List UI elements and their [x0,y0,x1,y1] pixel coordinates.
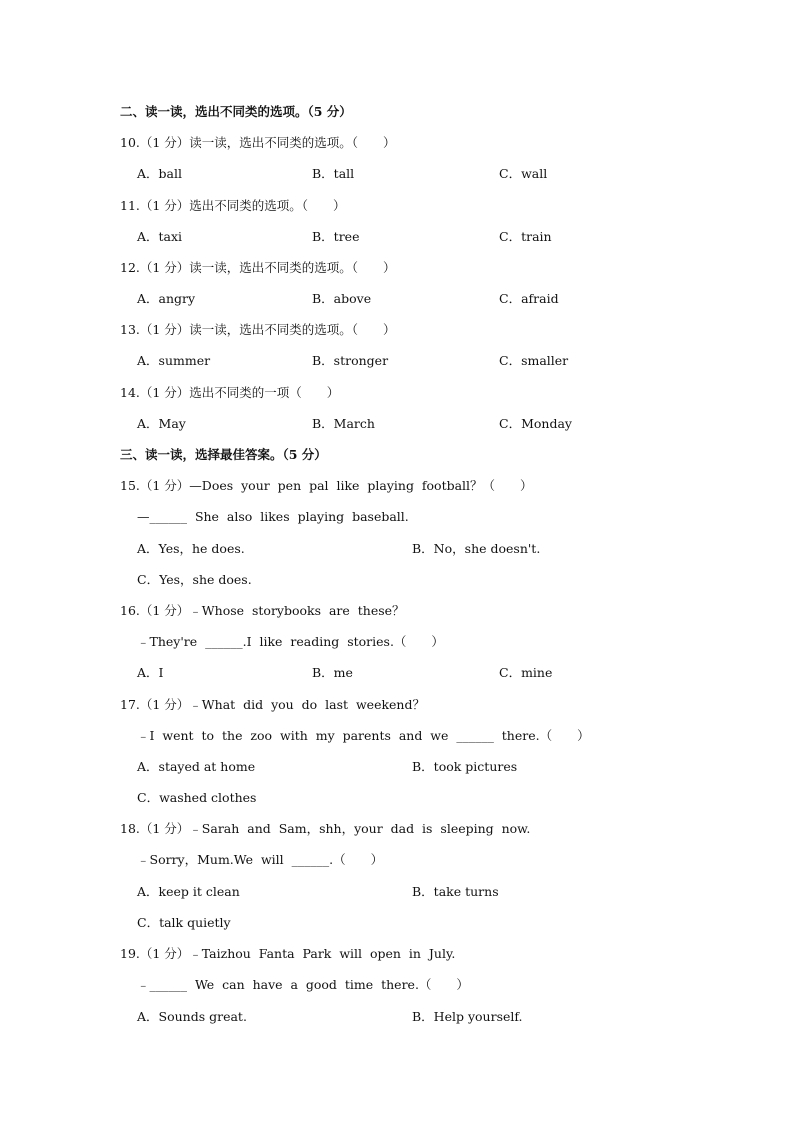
option-c: C．Monday [499,416,572,431]
option-b: B．No，she doesn't. [412,541,541,556]
option-b: B．stronger [312,353,389,368]
option-a: A．stayed at home [137,759,256,774]
question-stem: 16.（1 分）﹣Whose storybooks are these？ [120,603,405,618]
question-stem: 14.（1 分）选出不同类的一项（ ） [120,385,340,400]
option-b: B．Help yourself. [412,1009,523,1024]
option-c: C．smaller [499,353,569,368]
option-a: A．angry [137,291,196,306]
option-a: A．summer [137,353,211,368]
option-b: B．me [312,665,353,680]
option-c: C．afraid [499,291,559,306]
question-stem: 10.（1 分）读一读，选出不同类的选项。（ ） [120,135,396,150]
option-a: A．ball [137,166,182,181]
option-b: B．take turns [412,884,499,899]
section-2-heading: 二、读一读，选出不同类的选项。（5 分） [120,104,352,119]
question-stem: 19.（1 分）﹣Taizhou Fanta Park will open in July. [120,946,456,961]
option-b: B．tree [312,229,360,244]
option-c: C．wall [499,166,548,181]
question-stem: 12.（1 分）读一读，选出不同类的选项。（ ） [120,260,396,275]
option-a: A．Sounds great. [137,1009,247,1024]
option-b: B．March [312,416,375,431]
option-c: C．mine [499,665,553,680]
question-stem: 15.（1 分）—Does your pen pal like playing football？（ ） [120,478,533,493]
question-line-2: ﹣______ We can have a good time there.（ ） [137,977,469,992]
question-line-2: ﹣They're ______.I like reading stories.（ ） [137,634,444,649]
question-stem: 13.（1 分）读一读，选出不同类的选项。（ ） [120,322,396,337]
option-a: A．I [137,665,164,680]
option-a: A．Yes，he does. [137,541,245,556]
option-b: B．tall [312,166,355,181]
option-c: C．talk quietly [137,915,231,930]
question-line-2: —______ She also likes playing baseball. [137,509,409,524]
option-b: B．above [312,291,372,306]
question-stem: 18.（1 分）﹣Sarah and Sam，shh，your dad is sleeping now. [120,821,531,836]
question-line-2: ﹣I went to the zoo with my parents and we ______ there.（ ） [137,728,590,743]
option-c: C．Yes，she does. [137,572,252,587]
section-3-heading: 三、读一读，选择最佳答案。（5 分） [120,447,327,462]
option-c: C．train [499,229,552,244]
option-a: A．May [137,416,186,431]
question-line-2: ﹣Sorry，Mum.We will ______.（ ） [137,852,384,867]
question-stem: 17.（1 分）﹣What did you do last weekend？ [120,697,425,712]
option-c: C．washed clothes [137,790,257,805]
question-stem: 11.（1 分）选出不同类的选项。（ ） [120,198,346,213]
option-a: A．taxi [137,229,183,244]
option-a: A．keep it clean [137,884,240,899]
option-b: B．took pictures [412,759,518,774]
